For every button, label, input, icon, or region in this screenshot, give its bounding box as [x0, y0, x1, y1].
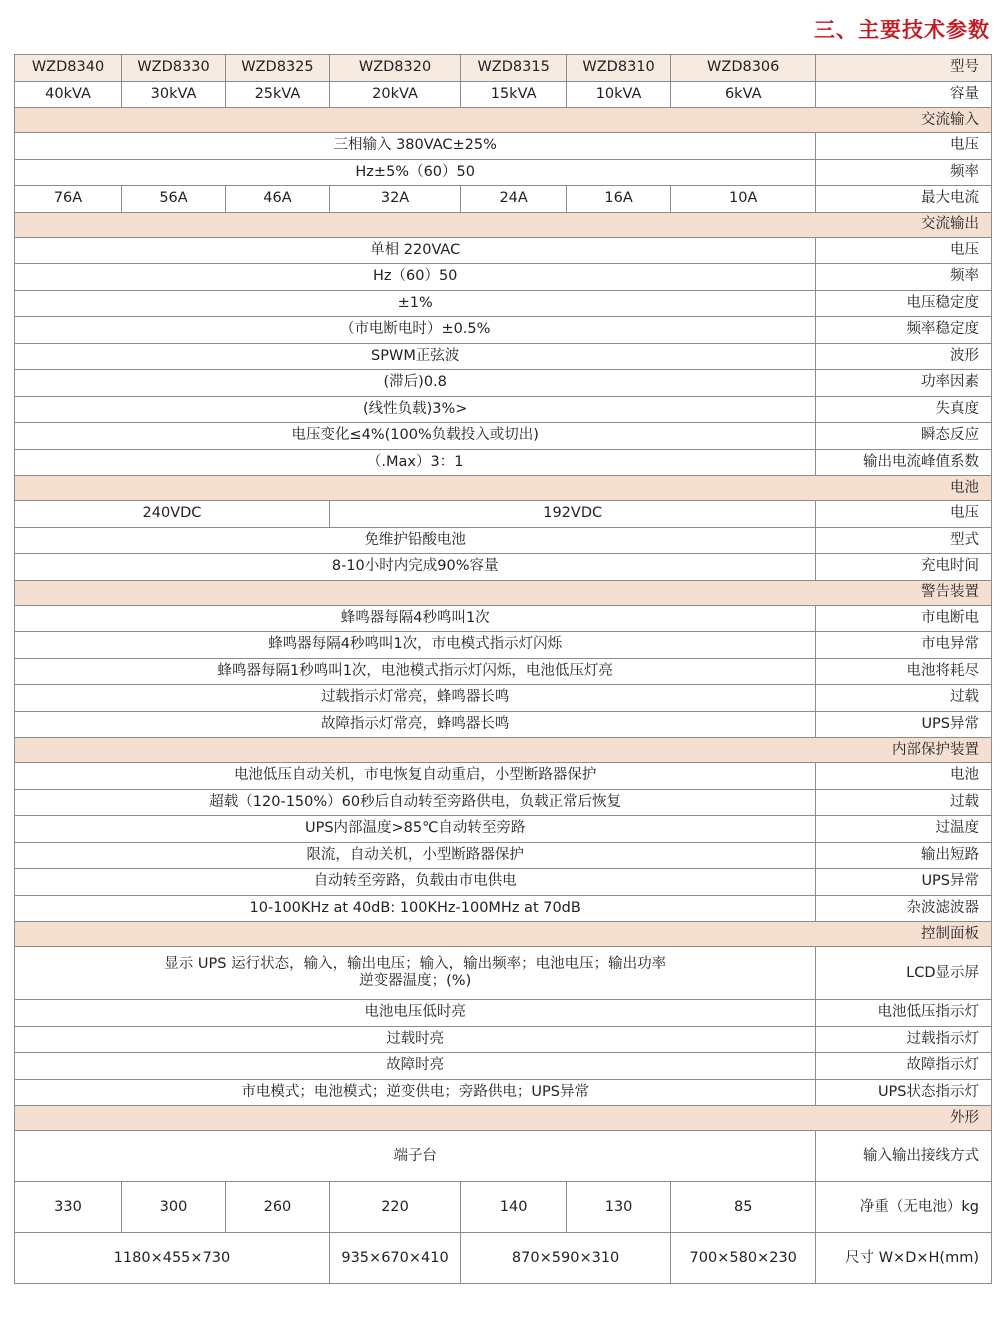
spec-label: 电压 — [816, 237, 992, 264]
weight-cell: 330 — [15, 1182, 122, 1233]
spec-table — [14, 54, 992, 1284]
spec-value: 自动转至旁路，负载由市电供电 — [15, 869, 816, 896]
spec-row — [15, 685, 992, 712]
capacity-cell: 10kVA — [567, 81, 671, 108]
model-cell: WZD8310 — [567, 55, 671, 82]
capacity-row — [15, 81, 992, 108]
weight-cell: 260 — [225, 1182, 329, 1233]
spec-label: UPS异常 — [816, 711, 992, 738]
spec-value: 电池电压低时亮 — [15, 1000, 816, 1027]
capacity-cell: 15kVA — [461, 81, 567, 108]
dims-cell: 310×590×870 — [461, 1233, 671, 1284]
spec-label: 过温度 — [816, 816, 992, 843]
spec-label: 电压稳定度 — [816, 290, 992, 317]
weight-cell: 140 — [461, 1182, 567, 1233]
spec-row — [15, 237, 992, 264]
spec-row — [15, 290, 992, 317]
spec-row — [15, 1079, 992, 1106]
spec-row — [15, 264, 992, 291]
spec-row — [15, 1131, 992, 1182]
spec-row — [15, 1026, 992, 1053]
current-cell: 24A — [461, 186, 567, 213]
section-title: 交流输入 — [15, 108, 992, 133]
spec-label: 充电时间 — [816, 554, 992, 581]
spec-label: 市电断电 — [816, 605, 992, 632]
spec-label: 电池 — [816, 763, 992, 790]
spec-label: 过载指示灯 — [816, 1026, 992, 1053]
model-cell: WZD8330 — [122, 55, 226, 82]
spec-value: 50（60）Hz — [15, 264, 816, 291]
spec-label: 输出短路 — [816, 842, 992, 869]
weight-cell: 85 — [671, 1182, 816, 1233]
spec-row — [15, 869, 992, 896]
spec-value: 0.8(滞后) — [15, 370, 816, 397]
spec-label: 故障指示灯 — [816, 1053, 992, 1080]
spec-row — [15, 1182, 992, 1233]
spec-label: UPS状态指示灯 — [816, 1079, 992, 1106]
spec-value: 电压变化≤4%(100%负载投入或切出) — [15, 423, 816, 450]
spec-row — [15, 842, 992, 869]
spec-label: 电池将耗尽 — [816, 658, 992, 685]
spec-label: 失真度 — [816, 396, 992, 423]
spec-value: 蜂鸣器每隔1秒鸣叫1次，电池模式指示灯闪烁，电池低压灯亮 — [15, 658, 816, 685]
section-title: 内部保护装置 — [15, 738, 992, 763]
spec-row — [15, 370, 992, 397]
spec-row — [15, 947, 992, 1000]
spec-label: 电压 — [816, 501, 992, 528]
spec-label: 波形 — [816, 343, 992, 370]
capacity-cell: 30kVA — [122, 81, 226, 108]
spec-label: 过载 — [816, 789, 992, 816]
section-title: 警告装置 — [15, 580, 992, 605]
current-cell: 16A — [567, 186, 671, 213]
spec-row — [15, 501, 992, 528]
spec-row — [15, 423, 992, 450]
dims-cell: 410×670×935 — [329, 1233, 460, 1284]
spec-label: 频率 — [816, 159, 992, 186]
spec-label: 杂波滤波器 — [816, 895, 992, 922]
spec-row — [15, 396, 992, 423]
capacity-label: 容量 — [816, 81, 992, 108]
section-title: 交流输出 — [15, 212, 992, 237]
spec-label: 净重（无电池）kg — [816, 1182, 992, 1233]
capacity-cell: 25kVA — [225, 81, 329, 108]
spec-row — [15, 449, 992, 476]
lcd-line: (%)；逆变器温度 — [359, 973, 472, 989]
spec-value: 蜂鸣器每隔4秒鸣叫1次，市电模式指示灯闪烁 — [15, 632, 816, 659]
section-alarm — [15, 580, 992, 605]
dims-cell: 730×455×1180 — [15, 1233, 330, 1284]
spec-value: UPS内部温度>85℃自动转至旁路 — [15, 816, 816, 843]
spec-label: 最大电流 — [816, 186, 992, 213]
model-cell: WZD8325 — [225, 55, 329, 82]
spec-value: 单相 220VAC — [15, 237, 816, 264]
spec-label: 电池低压指示灯 — [816, 1000, 992, 1027]
spec-label: 尺寸 W×D×H(mm) — [816, 1233, 992, 1284]
spec-value: <3%(线性负载) — [15, 396, 816, 423]
capacity-cell: 6kVA — [671, 81, 816, 108]
spec-value: 三相输入 380VAC±25% — [15, 133, 816, 160]
current-cell: 76A — [15, 186, 122, 213]
spec-row — [15, 658, 992, 685]
spec-label: LCD显示屏 — [816, 947, 992, 1000]
spec-value: 蜂鸣器每隔4秒鸣叫1次 — [15, 605, 816, 632]
spec-label: 电压 — [816, 133, 992, 160]
spec-label: 输出电流峰值系数 — [816, 449, 992, 476]
spec-row — [15, 186, 992, 213]
lcd-line: 显示 UPS 运行状态，输入，输出电压；输入，输出频率；电池电压；输出功率 — [164, 956, 667, 972]
spec-value: 10-100KHz at 40dB: 100KHz-100MHz at 70dB — [15, 895, 816, 922]
spec-label: UPS异常 — [816, 869, 992, 896]
spec-label: 输入输出接线方式 — [816, 1131, 992, 1182]
spec-value: 过载时亮 — [15, 1026, 816, 1053]
capacity-cell: 40kVA — [15, 81, 122, 108]
spec-value: 过载指示灯常亮，蜂鸣器长鸣 — [15, 685, 816, 712]
spec-row — [15, 527, 992, 554]
section-battery — [15, 476, 992, 501]
spec-value: ±1% — [15, 290, 816, 317]
spec-row — [15, 789, 992, 816]
current-cell: 56A — [122, 186, 226, 213]
spec-row — [15, 1233, 992, 1284]
spec-row — [15, 1000, 992, 1027]
spec-value: SPWM正弦波 — [15, 343, 816, 370]
section-ac-input — [15, 108, 992, 133]
spec-label: 型式 — [816, 527, 992, 554]
spec-row — [15, 711, 992, 738]
current-cell: 46A — [225, 186, 329, 213]
spec-value: 电池低压自动关机，市电恢复自动重启，小型断路器保护 — [15, 763, 816, 790]
weight-cell: 130 — [567, 1182, 671, 1233]
spec-label: 过载 — [816, 685, 992, 712]
spec-label: 瞬态反应 — [816, 423, 992, 450]
spec-value: 超载（120-150%）60秒后自动转至旁路供电，负载正常后恢复 — [15, 789, 816, 816]
model-cell: WZD8315 — [461, 55, 567, 82]
spec-label: 市电异常 — [816, 632, 992, 659]
capacity-cell: 20kVA — [329, 81, 460, 108]
section-title: 外形 — [15, 1106, 992, 1131]
spec-row — [15, 605, 992, 632]
spec-value — [15, 947, 816, 1000]
spec-value: 免维护铅酸电池 — [15, 527, 816, 554]
spec-value: 限流，自动关机，小型断路器保护 — [15, 842, 816, 869]
section-appearance — [15, 1106, 992, 1131]
spec-row — [15, 159, 992, 186]
model-cell: WZD8340 — [15, 55, 122, 82]
weight-cell: 300 — [122, 1182, 226, 1233]
section-ac-output — [15, 212, 992, 237]
spec-row — [15, 632, 992, 659]
section-control — [15, 922, 992, 947]
section-title: 电池 — [15, 476, 992, 501]
spec-row — [15, 343, 992, 370]
spec-value: 50（60）Hz±5% — [15, 159, 816, 186]
section-title: 控制面板 — [15, 922, 992, 947]
spec-row — [15, 133, 992, 160]
spec-value: 故障指示灯常亮，蜂鸣器长鸣 — [15, 711, 816, 738]
model-label: 型号 — [816, 55, 992, 82]
spec-row — [15, 816, 992, 843]
spec-value: 8-10小时内完成90%容量 — [15, 554, 816, 581]
spec-value: 240VDC — [15, 501, 330, 528]
spec-value: 故障时亮 — [15, 1053, 816, 1080]
spec-value: ±0.5%（市电断电时） — [15, 317, 816, 344]
spec-value: 端子台 — [15, 1131, 816, 1182]
current-cell: 10A — [671, 186, 816, 213]
model-row — [15, 55, 992, 82]
spec-label: 频率 — [816, 264, 992, 291]
section-protection — [15, 738, 992, 763]
spec-value: 市电模式；电池模式；逆变供电；旁路供电；UPS异常 — [15, 1079, 816, 1106]
spec-row — [15, 763, 992, 790]
dims-cell: 230×580×700 — [671, 1233, 816, 1284]
current-cell: 32A — [329, 186, 460, 213]
model-cell: WZD8320 — [329, 55, 460, 82]
spec-row — [15, 1053, 992, 1080]
spec-row — [15, 554, 992, 581]
section-heading: 三、主要技术参数 — [814, 18, 990, 42]
spec-row — [15, 317, 992, 344]
spec-value: 192VDC — [329, 501, 815, 528]
model-cell: WZD8306 — [671, 55, 816, 82]
spec-row — [15, 895, 992, 922]
weight-cell: 220 — [329, 1182, 460, 1233]
spec-label: 频率稳定度 — [816, 317, 992, 344]
spec-label: 功率因素 — [816, 370, 992, 397]
spec-value: 3：1（Max.） — [15, 449, 816, 476]
